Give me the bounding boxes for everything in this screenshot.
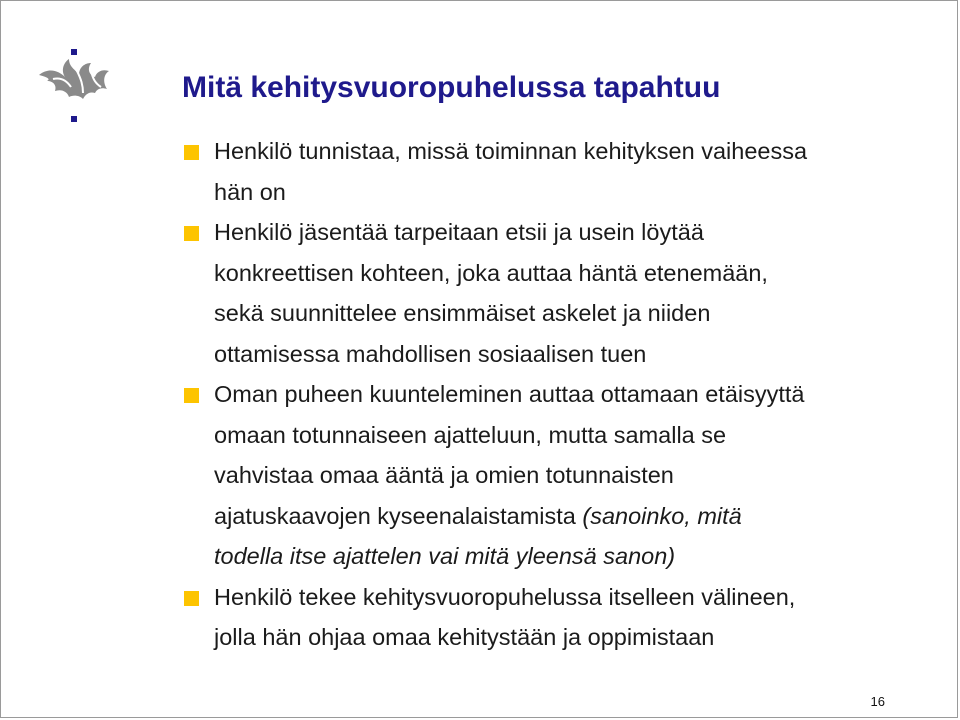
bullet-line: Henkilö tunnistaa, missä toiminnan kehityksen vaiheessa (214, 138, 808, 164)
slide-title: Mitä kehitysvuoropuhelussa tapahtuu (182, 71, 721, 104)
bullet-line: Henkilö jäsentää tarpeitaan etsii ja usein löytää (214, 219, 704, 245)
page-number: 16 (870, 694, 885, 709)
bullet-list (181, 131, 941, 658)
flame-logo-icon (31, 41, 121, 131)
bullet-line-emphasis: (sanoinko, mitä (582, 502, 742, 529)
bullet-line: sekä suunnittelee ensimmäiset askelet ja niiden (214, 300, 711, 326)
bullet-line: Henkilö tekee kehitysvuoropuhelussa itselleen välineen, (214, 583, 796, 610)
bullet-line: vahvistaa omaa ääntä ja omien totunnaisten (214, 462, 674, 488)
bullet-line: omaan totunnaiseen ajatteluun, mutta samalla se (214, 421, 727, 448)
bullet-line: Oman puheen kuunteleminen auttaa ottamaan etäisyyttä (214, 381, 805, 407)
bullet-line (214, 496, 941, 537)
bullet-line: todella itse ajattelen vai mitä yleensä sanon) (214, 543, 676, 569)
bullet-line: ottamisessa mahdollisen sosiaalisen tuen (214, 340, 647, 367)
bullet-line: hän on (214, 178, 286, 205)
bullet-line: jolla hän ohjaa omaa kehitystään ja oppimistaan (214, 624, 715, 650)
bullet-item (181, 212, 941, 374)
bullet-item (181, 577, 941, 658)
bullet-marker-icon (184, 226, 199, 241)
bullet-marker-icon (184, 591, 199, 606)
bullet-line: konkreettisen kohteen, joka auttaa häntä etenemään, (214, 259, 768, 286)
bullet-item (181, 374, 941, 577)
bullet-marker-icon (184, 145, 199, 160)
bullet-line-plain: ajatuskaavojen kyseenalaistamista (214, 502, 583, 529)
bullet-marker-icon (184, 388, 199, 403)
bullet-item (181, 131, 941, 212)
